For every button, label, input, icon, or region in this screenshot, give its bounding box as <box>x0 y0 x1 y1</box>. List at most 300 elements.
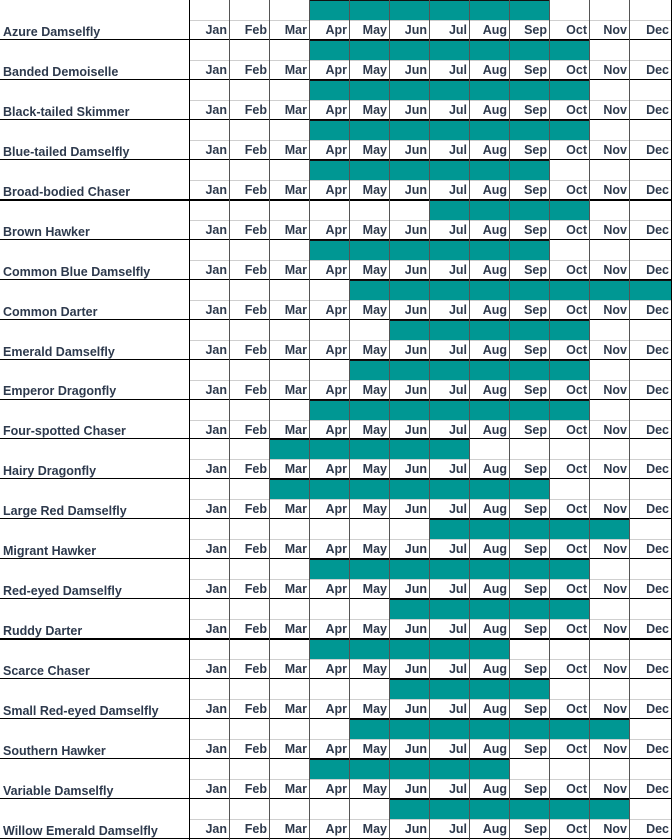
flight-bar-cell <box>429 40 470 61</box>
month-label: Feb <box>244 142 267 157</box>
flight-bar-cell <box>429 0 470 21</box>
month-label: Dec <box>646 142 669 157</box>
flight-bar-cell <box>429 240 470 261</box>
flight-bar-cell <box>509 160 550 181</box>
month-label: Aug <box>482 222 507 237</box>
month-label: Jan <box>205 822 227 836</box>
species-name: Four-spotted Chaser <box>3 424 126 439</box>
month-label: Oct <box>566 582 587 597</box>
month-label: Apr <box>325 582 347 597</box>
month-label: Oct <box>566 382 587 397</box>
flight-bar-cell <box>309 160 350 181</box>
flight-bar-cell <box>469 719 510 740</box>
month-label: Nov <box>603 302 627 317</box>
species-name: Scarce Chaser <box>3 664 90 679</box>
species-name: Red-eyed Damselfly <box>3 584 122 599</box>
flight-bar-cell <box>389 799 430 820</box>
month-label: May <box>362 62 387 77</box>
flight-bar-cell <box>469 759 510 780</box>
month-label: Apr <box>325 382 347 397</box>
month-label: Nov <box>603 622 627 637</box>
flight-bar-cell <box>389 360 430 381</box>
row-midline <box>189 459 671 460</box>
flight-bar-cell <box>429 400 470 421</box>
flight-bar-cell <box>349 439 390 460</box>
month-label: Nov <box>603 502 627 517</box>
month-label: Feb <box>244 822 267 836</box>
month-label: Jun <box>404 302 427 317</box>
flight-bar-cell <box>469 519 510 540</box>
flight-bar-cell <box>469 559 510 580</box>
month-label: Dec <box>646 742 669 757</box>
flight-bar-cell <box>429 759 470 780</box>
month-label: Sep <box>524 822 547 836</box>
species-name: Hairy Dragonfly <box>3 464 97 479</box>
month-label: Jan <box>205 382 227 397</box>
month-label: Feb <box>244 182 267 197</box>
flight-bar-cell <box>309 240 350 261</box>
month-label: Nov <box>603 822 627 836</box>
month-label: May <box>362 182 387 197</box>
month-label: Jul <box>448 542 467 557</box>
row-midline <box>189 380 671 381</box>
flight-bar-cell <box>589 799 630 820</box>
flight-bar-cell <box>509 200 550 221</box>
month-label: Jul <box>448 702 467 717</box>
flight-bar-cell <box>469 479 510 500</box>
month-label: Feb <box>244 23 267 37</box>
month-label: Jun <box>404 142 427 157</box>
month-label: Aug <box>482 782 507 797</box>
species-name: Variable Damselfly <box>3 783 114 798</box>
month-gridline <box>469 0 470 840</box>
flight-bar-cell <box>349 160 390 181</box>
flight-bar-cell <box>309 80 350 101</box>
month-label: Mar <box>284 742 307 757</box>
species-name: Small Red-eyed Damselfly <box>3 704 159 719</box>
flight-bar-cell <box>549 599 590 620</box>
flight-bar-cell <box>349 80 390 101</box>
flight-bar-cell <box>389 80 430 101</box>
flight-bar-cell <box>549 280 590 301</box>
species-name: Southern Hawker <box>3 744 106 759</box>
month-label: Feb <box>244 622 267 637</box>
species-name: Common Blue Damselfly <box>3 264 151 279</box>
month-label: Sep <box>524 222 547 237</box>
month-label: Jan <box>205 62 227 77</box>
month-label: Sep <box>524 142 547 157</box>
flight-bar-cell <box>309 439 350 460</box>
month-label: Oct <box>566 222 587 237</box>
month-label: Mar <box>284 542 307 557</box>
month-label: Apr <box>325 302 347 317</box>
month-label: Nov <box>603 62 627 77</box>
species-name: Common Darter <box>3 304 98 319</box>
flight-bar-cell <box>469 599 510 620</box>
flight-bar-cell <box>389 639 430 660</box>
month-label: Jun <box>404 462 427 477</box>
month-label: Nov <box>603 142 627 157</box>
row-midline <box>189 739 671 740</box>
month-label: Jan <box>205 302 227 317</box>
month-label: Aug <box>482 62 507 77</box>
flight-bar-cell <box>309 759 350 780</box>
month-label: Jul <box>448 62 467 77</box>
flight-bar-cell <box>389 439 430 460</box>
flight-bar-cell <box>509 120 550 141</box>
month-label: Jun <box>404 782 427 797</box>
flight-bar-cell <box>509 80 550 101</box>
month-label: Nov <box>603 102 627 117</box>
flight-bar-cell <box>509 719 550 740</box>
month-label: Jun <box>404 822 427 836</box>
month-label: Jan <box>205 702 227 717</box>
flight-bar-cell <box>349 280 390 301</box>
month-label: Jul <box>448 502 467 517</box>
month-label: Jul <box>448 582 467 597</box>
month-label: Aug <box>482 342 507 357</box>
flight-bar-cell <box>309 0 350 21</box>
month-label: Jul <box>448 302 467 317</box>
flight-bar-cell <box>349 400 390 421</box>
flight-bar-cell <box>389 320 430 341</box>
month-label: Oct <box>566 822 587 836</box>
month-label: Jan <box>205 662 227 677</box>
month-label: Aug <box>482 302 507 317</box>
month-label: Jun <box>404 702 427 717</box>
month-label: Jan <box>205 502 227 517</box>
flight-bar-cell <box>309 400 350 421</box>
flight-bar-cell <box>389 40 430 61</box>
species-name: Brown Hawker <box>3 224 90 239</box>
month-label: Jun <box>404 23 427 37</box>
month-label: May <box>362 142 387 157</box>
month-label: May <box>362 23 387 37</box>
month-label: Jun <box>404 622 427 637</box>
row-midline <box>189 180 671 181</box>
month-label: Jan <box>205 342 227 357</box>
flight-bar-cell <box>389 599 430 620</box>
month-label: Jul <box>448 462 467 477</box>
month-label: Sep <box>524 342 547 357</box>
month-label: Mar <box>284 702 307 717</box>
flight-bar-cell <box>429 799 470 820</box>
month-label: Jul <box>448 342 467 357</box>
month-label: Apr <box>325 702 347 717</box>
flight-bar-cell <box>349 639 390 660</box>
flight-bar-cell <box>469 80 510 101</box>
month-label: Oct <box>566 422 587 437</box>
month-label: Sep <box>524 382 547 397</box>
month-label: Aug <box>482 23 507 37</box>
month-label: Aug <box>482 822 507 836</box>
species-name: Willow Emerald Damselfly <box>3 823 158 838</box>
month-gridline <box>509 0 510 840</box>
month-label: Oct <box>566 62 587 77</box>
flight-bar-cell <box>429 599 470 620</box>
month-label: Apr <box>325 102 347 117</box>
month-label: Feb <box>244 782 267 797</box>
flight-bar-cell <box>549 320 590 341</box>
row-midline <box>189 539 671 540</box>
month-gridline <box>189 0 190 840</box>
month-label: Nov <box>603 182 627 197</box>
month-label: Dec <box>646 382 669 397</box>
month-label: Apr <box>325 622 347 637</box>
flight-bar-cell <box>309 40 350 61</box>
month-label: Sep <box>524 302 547 317</box>
flight-bar-cell <box>389 719 430 740</box>
month-label: Apr <box>325 142 347 157</box>
month-label: Oct <box>566 542 587 557</box>
month-label: Nov <box>603 782 627 797</box>
flight-bar-cell <box>389 400 430 421</box>
month-label: Aug <box>482 142 507 157</box>
month-label: Oct <box>566 302 587 317</box>
flight-bar-cell <box>389 759 430 780</box>
month-label: Aug <box>482 102 507 117</box>
flight-bar-cell <box>429 320 470 341</box>
month-label: Jun <box>404 342 427 357</box>
month-label: Sep <box>524 23 547 37</box>
month-label: Sep <box>524 102 547 117</box>
month-label: Dec <box>646 502 669 517</box>
species-name: Emerald Damselfly <box>3 344 115 359</box>
month-label: Mar <box>284 302 307 317</box>
month-label: May <box>362 542 387 557</box>
flight-bar-cell <box>429 280 470 301</box>
month-label: May <box>362 222 387 237</box>
month-label: Feb <box>244 342 267 357</box>
flight-bar-cell <box>469 400 510 421</box>
month-label: Mar <box>284 102 307 117</box>
flight-bar-cell <box>309 559 350 580</box>
flight-bar-cell <box>429 360 470 381</box>
flight-bar-cell <box>269 479 310 500</box>
month-label: Aug <box>482 422 507 437</box>
month-label: Dec <box>646 662 669 677</box>
month-label: Dec <box>646 222 669 237</box>
month-gridline <box>549 0 550 840</box>
month-label: Nov <box>603 342 627 357</box>
month-label: Feb <box>244 502 267 517</box>
month-label: Oct <box>566 182 587 197</box>
flight-bar-cell <box>509 240 550 261</box>
flight-bar-cell <box>349 719 390 740</box>
month-label: Feb <box>244 702 267 717</box>
month-label: Apr <box>325 542 347 557</box>
month-gridline <box>389 0 390 840</box>
month-label: Feb <box>244 582 267 597</box>
month-label: Nov <box>603 262 627 277</box>
flight-bar-cell <box>349 360 390 381</box>
flight-bar-cell <box>509 519 550 540</box>
month-label: Aug <box>482 742 507 757</box>
species-name: Black-tailed Skimmer <box>3 104 130 119</box>
month-label: Mar <box>284 262 307 277</box>
row-midline <box>189 819 671 820</box>
row-midline <box>189 499 671 500</box>
month-label: Feb <box>244 262 267 277</box>
row-midline <box>189 260 671 261</box>
month-label: Nov <box>603 23 627 37</box>
month-label: Oct <box>566 742 587 757</box>
month-label: Sep <box>524 462 547 477</box>
flight-bar-cell <box>469 160 510 181</box>
month-label: Feb <box>244 102 267 117</box>
month-label: Apr <box>325 262 347 277</box>
flight-bar-cell <box>469 120 510 141</box>
month-label: Feb <box>244 382 267 397</box>
month-label: Jul <box>448 822 467 836</box>
flight-bar-cell <box>509 479 550 500</box>
row-midline <box>189 659 671 660</box>
flight-bar-cell <box>469 679 510 700</box>
flight-bar-cell <box>549 799 590 820</box>
month-label: Sep <box>524 542 547 557</box>
month-gridline <box>429 0 430 840</box>
month-label: Sep <box>524 702 547 717</box>
month-label: Dec <box>646 582 669 597</box>
month-label: Aug <box>482 262 507 277</box>
month-label: Jan <box>205 142 227 157</box>
month-label: Mar <box>284 222 307 237</box>
month-gridline <box>309 0 310 840</box>
flight-bar-cell <box>509 799 550 820</box>
species-name: Broad-bodied Chaser <box>3 184 131 199</box>
month-label: Jul <box>448 422 467 437</box>
month-label: Mar <box>284 422 307 437</box>
month-label: Feb <box>244 62 267 77</box>
month-label: Jul <box>448 662 467 677</box>
month-label: Aug <box>482 502 507 517</box>
flight-bar-cell <box>469 0 510 21</box>
flight-bar-cell <box>429 519 470 540</box>
month-label: Aug <box>482 582 507 597</box>
month-label: Jun <box>404 382 427 397</box>
month-label: Oct <box>566 662 587 677</box>
month-label: Apr <box>325 822 347 836</box>
month-label: Jan <box>205 622 227 637</box>
month-label: Aug <box>482 462 507 477</box>
flight-bar-cell <box>509 0 550 21</box>
month-label: Oct <box>566 622 587 637</box>
flight-bar-cell <box>389 679 430 700</box>
flight-bar-cell <box>349 759 390 780</box>
flight-bar-cell <box>549 719 590 740</box>
flight-bar-cell <box>469 360 510 381</box>
flight-bar-cell <box>429 80 470 101</box>
month-label: Jan <box>205 422 227 437</box>
flight-bar-cell <box>549 120 590 141</box>
species-name: Large Red Damselfly <box>3 504 127 519</box>
month-label: Aug <box>482 182 507 197</box>
flight-bar-cell <box>309 639 350 660</box>
month-label: May <box>362 382 387 397</box>
species-name: Azure Damselfly <box>3 24 101 39</box>
flight-bar-cell <box>429 200 470 221</box>
month-label: Jul <box>448 262 467 277</box>
month-label: Apr <box>325 342 347 357</box>
month-gridline <box>629 0 630 840</box>
flight-bar-cell <box>429 559 470 580</box>
month-label: Mar <box>284 502 307 517</box>
month-label: Apr <box>325 462 347 477</box>
month-label: Jul <box>448 142 467 157</box>
month-label: May <box>362 302 387 317</box>
row-midline <box>189 779 671 780</box>
flight-bar-cell <box>429 679 470 700</box>
month-label: Apr <box>325 662 347 677</box>
flight-bar-cell <box>549 400 590 421</box>
month-label: Nov <box>603 222 627 237</box>
month-label: Nov <box>603 702 627 717</box>
month-label: Feb <box>244 302 267 317</box>
flight-bar-cell <box>469 799 510 820</box>
flight-bar-cell <box>389 240 430 261</box>
month-label: Sep <box>524 582 547 597</box>
month-label: May <box>362 662 387 677</box>
month-label: Oct <box>566 102 587 117</box>
month-gridline <box>589 0 590 840</box>
month-label: May <box>362 622 387 637</box>
month-label: Mar <box>284 23 307 37</box>
month-label: Jan <box>205 462 227 477</box>
flight-bar-cell <box>429 719 470 740</box>
row-midline <box>189 100 671 101</box>
month-label: Aug <box>482 382 507 397</box>
month-label: Jan <box>205 782 227 797</box>
flight-bar-cell <box>509 679 550 700</box>
flight-bar-cell <box>589 280 630 301</box>
month-label: May <box>362 262 387 277</box>
month-label: Dec <box>646 782 669 797</box>
month-label: Sep <box>524 782 547 797</box>
flight-bar-cell <box>549 200 590 221</box>
month-label: Dec <box>646 102 669 117</box>
month-label: Feb <box>244 742 267 757</box>
month-label: Jun <box>404 742 427 757</box>
month-label: Jul <box>448 102 467 117</box>
species-name: Emperor Dragonfly <box>3 384 117 399</box>
flight-bar-cell <box>429 120 470 141</box>
month-label: Dec <box>646 542 669 557</box>
month-label: Jan <box>205 222 227 237</box>
row-midline <box>189 140 671 141</box>
month-gridline <box>229 0 230 840</box>
flight-bar-cell <box>509 400 550 421</box>
row-midline <box>189 699 671 700</box>
month-label: Oct <box>566 23 587 37</box>
month-label: Jan <box>205 542 227 557</box>
month-label: Dec <box>646 462 669 477</box>
month-label: Mar <box>284 462 307 477</box>
month-label: Mar <box>284 782 307 797</box>
month-label: Dec <box>646 262 669 277</box>
flight-bar-cell <box>509 360 550 381</box>
month-label: Oct <box>566 702 587 717</box>
month-label: Apr <box>325 782 347 797</box>
month-label: Oct <box>566 782 587 797</box>
flight-bar-cell <box>349 0 390 21</box>
month-label: Jan <box>205 182 227 197</box>
month-label: Dec <box>646 182 669 197</box>
month-label: Sep <box>524 742 547 757</box>
month-label: Jun <box>404 262 427 277</box>
flight-bar-cell <box>389 280 430 301</box>
month-label: Nov <box>603 662 627 677</box>
month-label: Jul <box>448 782 467 797</box>
